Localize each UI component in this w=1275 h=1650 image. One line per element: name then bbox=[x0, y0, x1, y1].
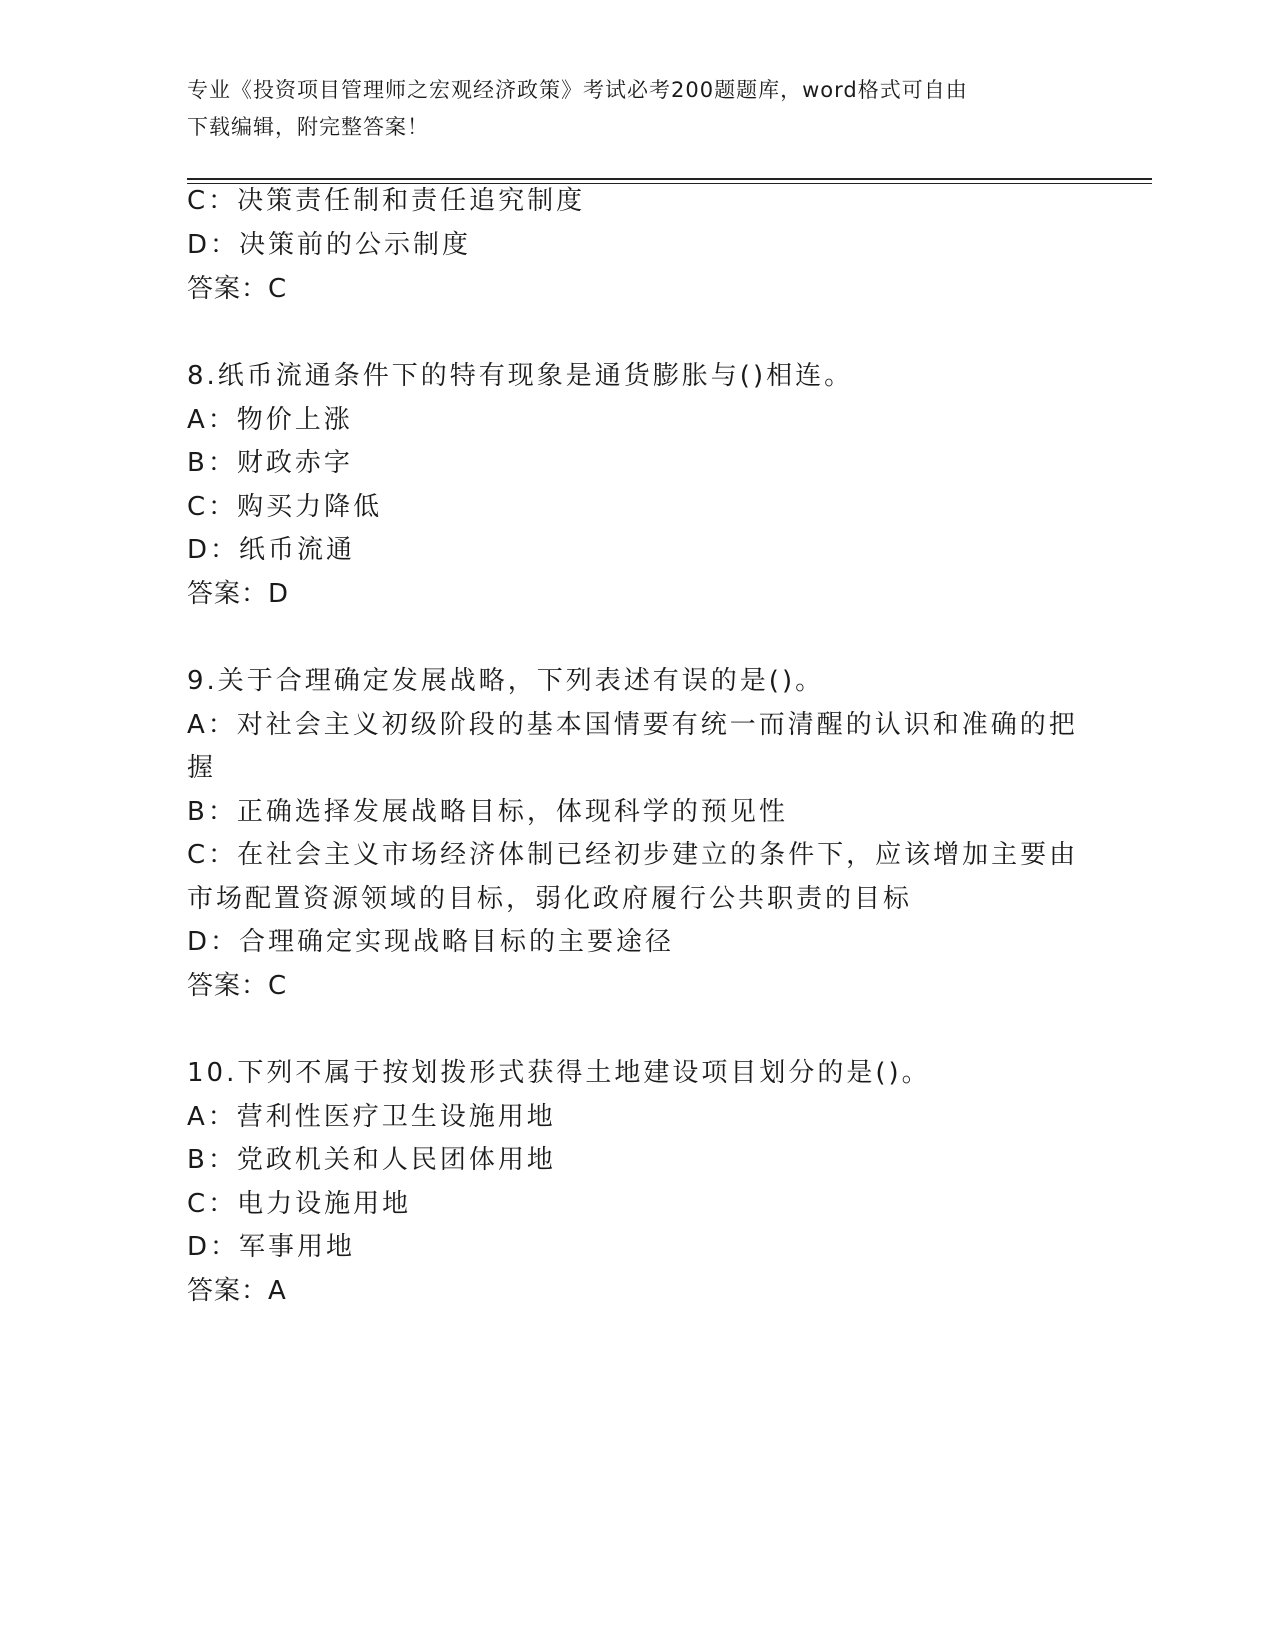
option-a: A：营利性医疗卫生设施用地 bbox=[187, 1102, 556, 1132]
option-a: A：对社会主义初级阶段的基本国情要有统一而清醒的认识和准确的把 bbox=[187, 710, 1078, 740]
header-line-1: 专业《投资项目管理师之宏观经济政策》考试必考200题题库，word格式可自由 bbox=[187, 78, 968, 102]
option-d: D：合理确定实现战略目标的主要途径 bbox=[187, 927, 675, 957]
option-c: C：电力设施用地 bbox=[187, 1189, 412, 1219]
option-d: D：决策前的公示制度 bbox=[187, 230, 472, 260]
option-d: D：纸币流通 bbox=[187, 535, 356, 565]
question-stem: 10.下列不属于按划拨形式获得土地建设项目划分的是()。 bbox=[187, 1058, 931, 1088]
option-c: C：购买力降低 bbox=[187, 492, 383, 522]
option-c: C：在社会主义市场经济体制已经初步建立的条件下，应该增加主要由 bbox=[187, 840, 1079, 870]
option-a-continued: 握 bbox=[187, 753, 217, 783]
answer: 答案：A bbox=[187, 1276, 287, 1306]
option-c-continued: 市场配置资源领域的目标，弱化政府履行公共职责的目标 bbox=[187, 884, 913, 914]
option-c: C：决策责任制和责任追究制度 bbox=[187, 186, 586, 216]
option-d: D：军事用地 bbox=[187, 1232, 356, 1262]
question-stem: 9.关于合理确定发展战略，下列表述有误的是()。 bbox=[187, 666, 825, 696]
answer: 答案：C bbox=[187, 971, 288, 1001]
option-b: B：财政赤字 bbox=[187, 448, 353, 478]
answer: 答案：D bbox=[187, 579, 290, 609]
option-a: A：物价上涨 bbox=[187, 405, 353, 435]
header-line-2: 下载编辑，附完整答案！ bbox=[187, 115, 429, 139]
answer: 答案：C bbox=[187, 274, 288, 304]
document-header bbox=[187, 72, 1067, 146]
option-b: B：党政机关和人民团体用地 bbox=[187, 1145, 556, 1175]
question-stem: 8.纸币流通条件下的特有现象是通货膨胀与()相连。 bbox=[187, 361, 854, 391]
option-b: B：正确选择发展战略目标，体现科学的预见性 bbox=[187, 797, 788, 827]
